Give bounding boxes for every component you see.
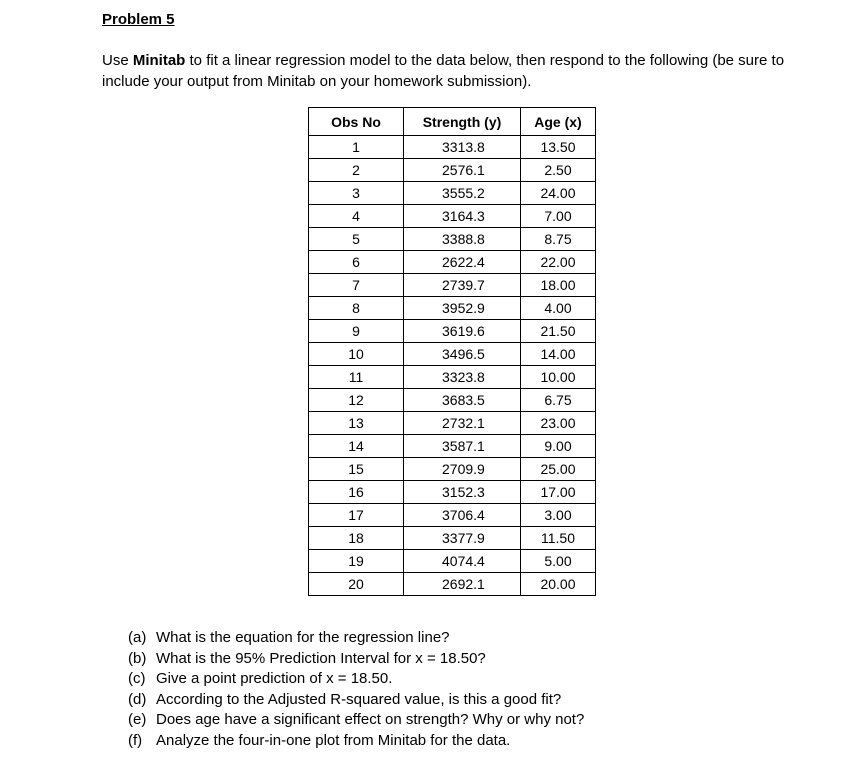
cell-age: 21.50 [521, 320, 596, 343]
table-body [309, 136, 596, 596]
cell-strength: 3619.6 [404, 320, 521, 343]
table-row [309, 228, 596, 251]
question-text: Analyze the four-in-one plot from Minitab for the data. [156, 731, 511, 749]
table-row [309, 527, 596, 550]
cell-strength: 3313.8 [404, 136, 521, 159]
cell-age: 23.00 [521, 412, 596, 435]
cell-obs-no: 2 [309, 159, 404, 182]
cell-obs-no: 8 [309, 297, 404, 320]
cell-age: 24.00 [521, 182, 596, 205]
table-row [309, 504, 596, 527]
table-row [309, 136, 596, 159]
cell-age: 9.00 [521, 435, 596, 458]
data-table [308, 107, 596, 596]
header-strength: Strength (y) [404, 108, 521, 136]
cell-strength: 3323.8 [404, 366, 521, 389]
cell-obs-no: 17 [309, 504, 404, 527]
cell-strength: 2576.1 [404, 159, 521, 182]
question-item [128, 710, 584, 731]
cell-age: 17.00 [521, 481, 596, 504]
cell-age: 13.50 [521, 136, 596, 159]
table-row [309, 366, 596, 389]
table-header-row [309, 108, 596, 136]
cell-strength: 3683.5 [404, 389, 521, 412]
cell-age: 11.50 [521, 527, 596, 550]
cell-age: 3.00 [521, 504, 596, 527]
table-row [309, 251, 596, 274]
cell-age: 10.00 [521, 366, 596, 389]
question-item [128, 669, 584, 690]
cell-age: 6.75 [521, 389, 596, 412]
cell-strength: 2709.9 [404, 458, 521, 481]
cell-age: 14.00 [521, 343, 596, 366]
table-row [309, 550, 596, 573]
intro-text-before: Use [102, 52, 133, 69]
cell-obs-no: 10 [309, 343, 404, 366]
intro-software-name: Minitab [132, 52, 186, 69]
cell-age: 7.00 [521, 205, 596, 228]
cell-strength: 3377.9 [404, 527, 521, 550]
cell-age: 8.75 [521, 228, 596, 251]
cell-strength: 2732.1 [404, 412, 521, 435]
problem-intro [102, 50, 822, 92]
cell-age: 20.00 [521, 573, 596, 596]
cell-obs-no: 3 [309, 182, 404, 205]
question-text: What is the equation for the regression line? [156, 629, 450, 646]
cell-obs-no: 18 [309, 527, 404, 550]
cell-obs-no: 1 [309, 136, 404, 159]
cell-obs-no: 11 [309, 366, 404, 389]
cell-strength: 3952.9 [404, 297, 521, 320]
cell-strength: 3388.8 [404, 228, 521, 251]
cell-obs-no: 16 [309, 481, 404, 504]
cell-strength: 3587.1 [404, 435, 521, 458]
table-row [309, 389, 596, 412]
question-text: What is the 95% Prediction Interval for x = 18.50? [156, 649, 486, 667]
cell-strength: 3706.4 [404, 504, 521, 527]
question-item [128, 628, 584, 649]
cell-obs-no: 19 [309, 550, 404, 573]
question-text: According to the Adjusted R-squared value, is this a good fit? [156, 690, 562, 708]
table-row [309, 297, 596, 320]
cell-strength: 3152.3 [404, 481, 521, 504]
cell-obs-no: 5 [309, 228, 404, 251]
cell-obs-no: 14 [309, 435, 404, 458]
table-row [309, 435, 596, 458]
cell-obs-no: 13 [309, 412, 404, 435]
intro-text-after: to fit a linear regression model to the data below, then respond to the following (be sure to include your output from Minitab on your homework submission). [102, 52, 785, 90]
cell-age: 4.00 [521, 297, 596, 320]
table-row [309, 274, 596, 297]
question-list [128, 628, 584, 751]
table-row [309, 182, 596, 205]
question-text: Does age have a significant effect on strength? Why or why not? [156, 711, 585, 728]
cell-obs-no: 15 [309, 458, 404, 481]
cell-strength: 3164.3 [404, 205, 521, 228]
table-row [309, 573, 596, 596]
cell-obs-no: 12 [309, 389, 404, 412]
question-item [128, 690, 584, 711]
cell-age: 22.00 [521, 251, 596, 274]
problem-title: Problem 5 [102, 11, 175, 28]
cell-age: 25.00 [521, 458, 596, 481]
table-row [309, 412, 596, 435]
table-row [309, 481, 596, 504]
cell-age: 2.50 [521, 159, 596, 182]
cell-strength: 4074.4 [404, 550, 521, 573]
cell-obs-no: 9 [309, 320, 404, 343]
table-row [309, 205, 596, 228]
question-item [128, 731, 584, 752]
question-marker: (f) [128, 731, 143, 749]
cell-obs-no: 20 [309, 573, 404, 596]
cell-age: 5.00 [521, 550, 596, 573]
question-text: Give a point prediction of x = 18.50. [156, 670, 393, 687]
cell-strength: 3555.2 [404, 182, 521, 205]
cell-obs-no: 7 [309, 274, 404, 297]
table-row [309, 159, 596, 182]
cell-strength: 2739.7 [404, 274, 521, 297]
cell-obs-no: 6 [309, 251, 404, 274]
question-marker: (e) [128, 711, 147, 728]
question-marker: (d) [128, 690, 147, 708]
question-marker: (b) [128, 649, 147, 667]
cell-age: 18.00 [521, 274, 596, 297]
table-row [309, 320, 596, 343]
header-obs-no: Obs No [309, 108, 404, 136]
header-age: Age (x) [521, 108, 596, 136]
table-row [309, 458, 596, 481]
question-marker: (a) [128, 629, 147, 646]
table-row [309, 343, 596, 366]
question-marker: (c) [128, 670, 146, 687]
cell-strength: 2692.1 [404, 573, 521, 596]
cell-obs-no: 4 [309, 205, 404, 228]
cell-strength: 3496.5 [404, 343, 521, 366]
cell-strength: 2622.4 [404, 251, 521, 274]
question-item [128, 649, 584, 670]
